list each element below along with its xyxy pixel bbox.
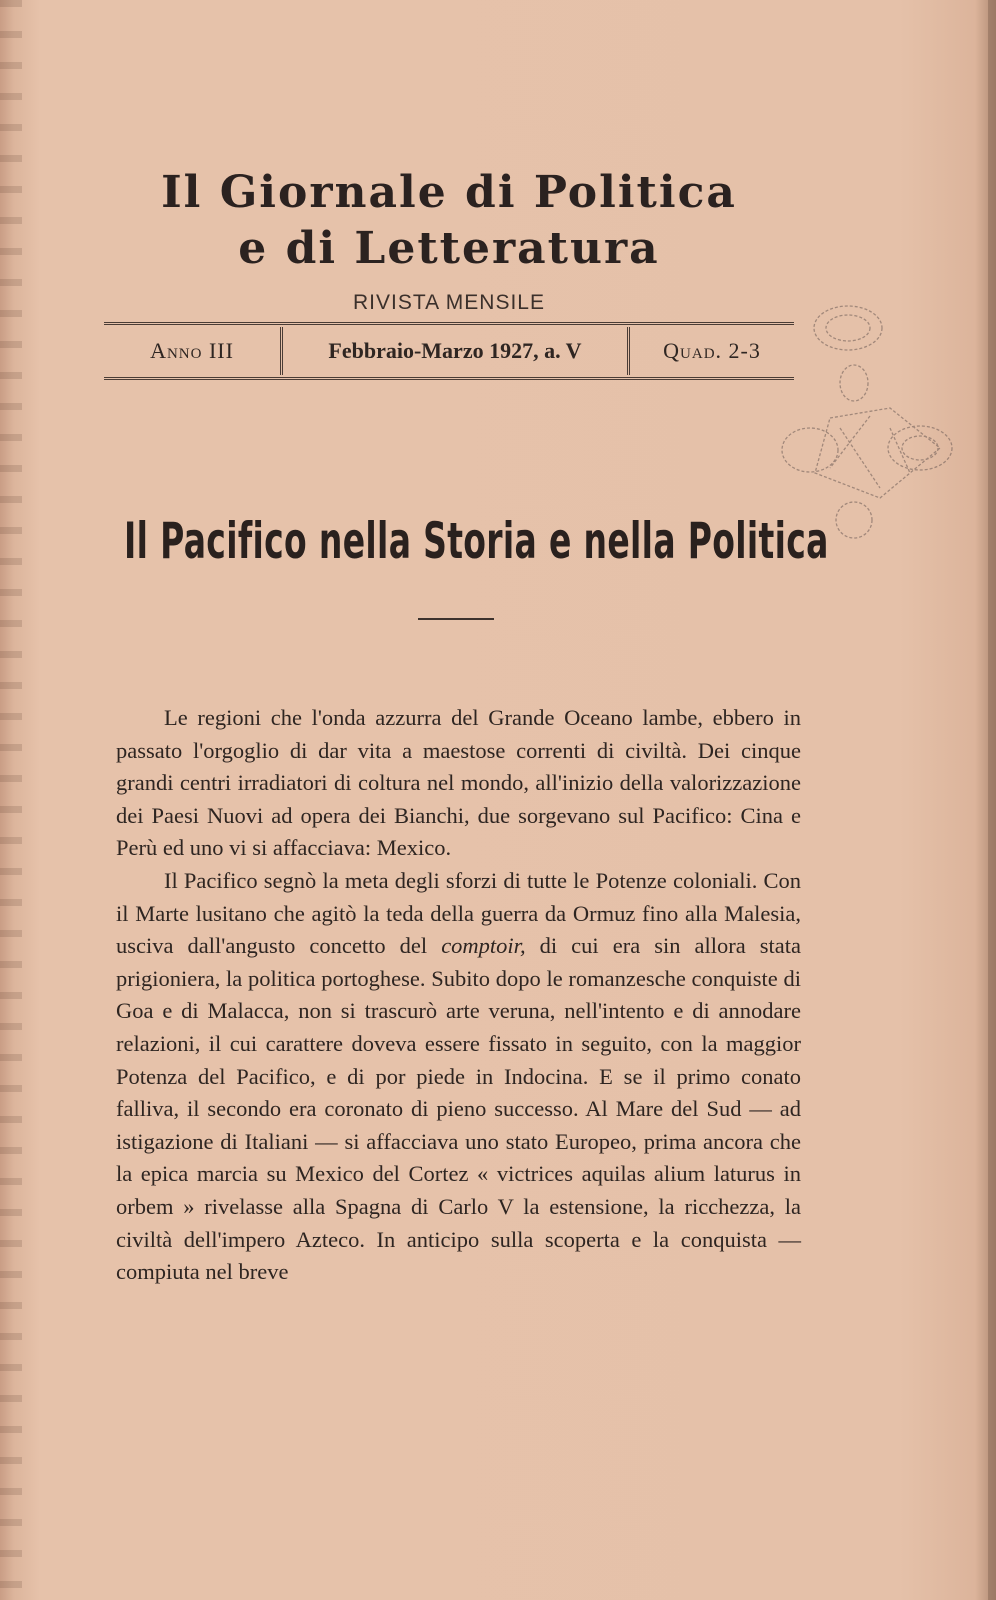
- masthead: [104, 165, 794, 315]
- issue-number: Quad. 2-3: [663, 338, 761, 363]
- journal-subtitle: RIVISTA MENSILE: [353, 291, 545, 314]
- paragraph-2-part-a: Il Pacifico segnò la meta degli sforzi di tutte le Potenze coloniali. Con il Marte lusitano che agitò la teda della guerra da Ormuz fino alla Malesia, usciva dall'angusto concetto del: [116, 867, 801, 959]
- article-body: [116, 702, 801, 1289]
- journal-title-line-2: e di Letteratura: [238, 223, 660, 274]
- issue-info-bar: [104, 322, 794, 380]
- page-right-edge: [988, 0, 996, 1600]
- issue-date: Febbraio-Marzo 1927, a. V: [280, 327, 630, 375]
- page-left-edge: [0, 0, 22, 1600]
- issue-year: Anno III: [150, 338, 234, 363]
- paragraph-2: [116, 865, 801, 1289]
- paragraph-2-italic-term: comptoir,: [441, 933, 526, 959]
- article-title: Il Pacifico nella Storia e nella Politica: [124, 512, 829, 570]
- paragraph-2-part-b: di cui era sin allora stata prigioniera, la politica portoghese. Subito dopo le romanzesche conquiste di Goa e di Malacca, non si trascurò arte veruna, nell'intento e di annodare relazioni, il cui carattere doveva essere fissato in seguito, con la maggior Potenza del Pacifico, e di por piede in Indocina. E se il primo conato falliva, il secondo era coronato di pieno successo. Al Mare del Sud — ad istigazione di Italiani — si affacciava uno stato Europeo, prima ancora che la epica marcia su Mexico del Cortez « victrices aquilas alium laturus in orbem » rivelasse alla Spagna di Carlo V la estensione, la ricchezza, la civiltà dell'impero Azteco. In anticipo sulla scoperta e la conquista — compiuta nel breve: [116, 933, 802, 1285]
- paragraph-1: Le regioni che l'onda azzurra del Grande Oceano lambe, ebbero in passato l'orgoglio di dar vita a maestose correnti di civiltà. Dei cinque grandi centri irradiatori di coltura nel mondo, all'inizio della valorizzazione dei Paesi Nuovi ad opera dei Bianchi, due sorgevano sul Pacifico: Cina e Perù ed uno vi si affacciava: Mexico.: [116, 705, 801, 861]
- title-divider: [418, 618, 494, 620]
- journal-title-line-1: Il Giornale di Politica: [161, 167, 737, 218]
